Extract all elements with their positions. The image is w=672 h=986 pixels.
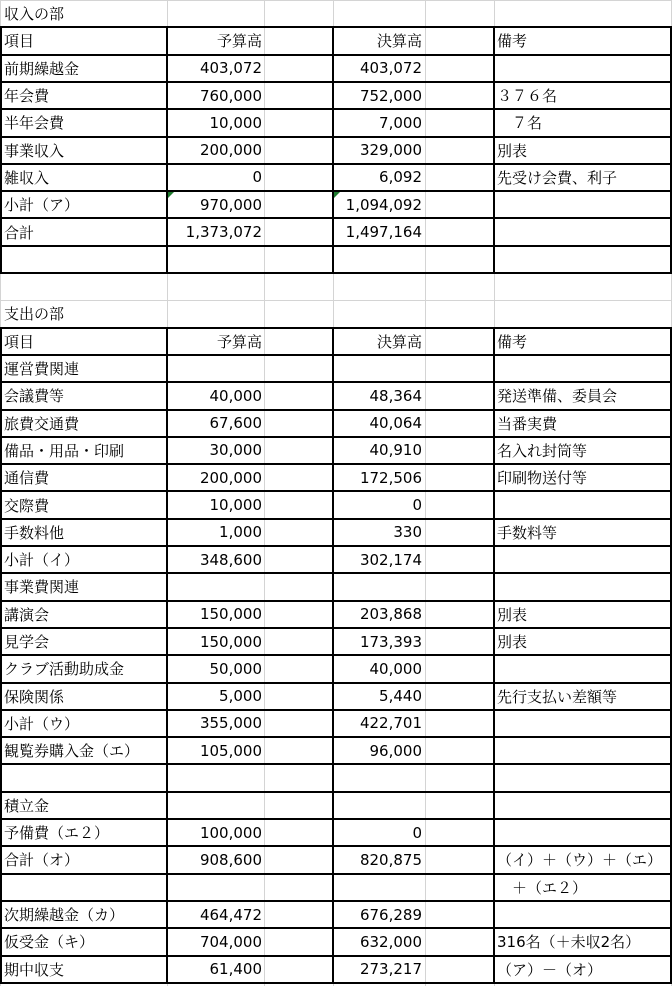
cell-budget[interactable]: 100,000 <box>199 823 262 842</box>
cell-budget[interactable]: 200,000 <box>199 468 262 487</box>
cell-note[interactable] <box>497 573 671 600</box>
cell-budget[interactable]: 10,000 <box>209 113 262 132</box>
border-horizontal <box>0 327 672 329</box>
cell-item[interactable]: 交際費 <box>4 496 50 515</box>
border-horizontal <box>0 736 672 738</box>
border-horizontal <box>0 245 672 247</box>
border-horizontal <box>0 982 672 984</box>
cell-budget[interactable]: 1,373,072 <box>185 223 262 242</box>
cell-settlement[interactable] <box>334 573 422 600</box>
cell-note[interactable] <box>497 819 671 846</box>
cell-budget[interactable]: 348,600 <box>199 550 262 569</box>
table-row <box>0 55 672 82</box>
table-row <box>0 410 672 437</box>
cell-budget[interactable]: 908,600 <box>199 850 262 869</box>
border-vertical <box>493 328 495 984</box>
table-row <box>0 819 672 846</box>
cell-item[interactable]: 小計（ウ） <box>4 714 80 733</box>
cell-settlement[interactable]: 676,289 <box>359 905 422 924</box>
cell-note[interactable]: 別表 <box>497 605 528 624</box>
cell-note[interactable] <box>497 491 671 518</box>
cell-item[interactable]: 手数料他 <box>4 523 65 542</box>
cell-settlement[interactable]: 40,000 <box>369 659 422 678</box>
cell-item[interactable]: 見学会 <box>4 633 50 652</box>
border-vertical <box>166 27 168 274</box>
table-row <box>0 573 672 600</box>
table-row <box>0 109 672 136</box>
cell-settlement[interactable]: 6,092 <box>379 168 422 187</box>
table-row <box>0 901 672 928</box>
cell-item[interactable]: 運営費関連 <box>4 360 80 379</box>
cell-settlement[interactable]: 1,094,092 <box>345 195 422 214</box>
cell-note[interactable]: 当番実費 <box>497 414 558 433</box>
border-horizontal <box>0 845 672 847</box>
cell-item[interactable]: 予備費（エ２） <box>4 824 110 843</box>
cell-settlement[interactable]: 7,000 <box>379 113 422 132</box>
cell-budget[interactable]: 61,400 <box>209 960 262 979</box>
header-row-income <box>0 27 672 54</box>
cell-item[interactable]: 合計 <box>4 223 35 242</box>
cell-item[interactable]: 旅費交通費 <box>4 414 80 433</box>
cell-budget[interactable]: 403,072 <box>199 59 262 78</box>
cell-budget[interactable] <box>168 764 262 791</box>
table-row <box>0 628 672 655</box>
cell-settlement[interactable]: 173,393 <box>359 632 422 651</box>
cell-item[interactable]: 観覧券購入金（エ） <box>4 742 140 761</box>
cell-item[interactable]: 積立金 <box>4 796 50 815</box>
cell-note[interactable]: （イ）＋（ウ）＋（エ） <box>497 851 663 870</box>
table-row <box>0 546 672 573</box>
border-vertical <box>0 27 2 274</box>
cell-note[interactable] <box>497 218 671 245</box>
cell-note[interactable]: （ア）－（オ） <box>497 960 603 979</box>
table-row <box>0 464 672 491</box>
cell-item[interactable]: 備品・用品・印刷 <box>4 441 125 460</box>
cell-note[interactable]: 別表 <box>497 633 528 652</box>
border-horizontal <box>0 600 672 602</box>
cell-budget[interactable]: 970,000 <box>199 195 262 214</box>
cell-budget[interactable] <box>168 355 262 382</box>
cell-note[interactable]: 別表 <box>497 141 528 160</box>
cell-budget[interactable] <box>168 573 262 600</box>
cell-settlement[interactable] <box>334 355 422 382</box>
cell-budget[interactable]: 予算高 <box>216 32 262 51</box>
cell-settlement[interactable]: 172,506 <box>359 468 422 487</box>
table-row <box>0 491 672 518</box>
cell-note[interactable]: 先行支払い差額等 <box>497 687 618 706</box>
cell-item[interactable] <box>4 874 164 901</box>
cell-item[interactable]: 収入の部 <box>4 5 65 24</box>
cell-item[interactable]: 項目 <box>4 32 35 51</box>
border-horizontal <box>0 136 672 138</box>
table-row <box>0 218 672 245</box>
cell-budget[interactable]: 1,000 <box>219 523 262 542</box>
border-horizontal <box>0 490 672 492</box>
table-row <box>0 355 672 382</box>
border-horizontal <box>0 518 672 520</box>
border-horizontal <box>0 409 672 411</box>
cell-item[interactable]: 通信費 <box>4 469 50 488</box>
cell-item[interactable]: 事業収入 <box>4 141 65 160</box>
cell-settlement[interactable]: 決算高 <box>376 332 422 351</box>
cell-item[interactable]: 次期繰越金（カ） <box>4 906 125 925</box>
cell-note[interactable] <box>497 710 671 737</box>
cell-settlement[interactable] <box>334 792 422 819</box>
cell-settlement[interactable]: 48,364 <box>369 386 422 405</box>
cell-settlement[interactable]: 40,910 <box>369 441 422 460</box>
cell-note[interactable]: ＋（エ２） <box>497 878 588 897</box>
cell-settlement[interactable]: 0 <box>412 496 422 515</box>
cell-note[interactable]: 備考 <box>497 32 528 51</box>
cell-settlement[interactable]: 330 <box>393 523 422 542</box>
border-horizontal <box>0 545 672 547</box>
cell-settlement[interactable]: 403,072 <box>359 59 422 78</box>
cell-item[interactable]: 期中収支 <box>4 960 65 979</box>
cell-budget[interactable]: 40,000 <box>209 386 262 405</box>
cell-item[interactable] <box>4 764 164 791</box>
border-horizontal <box>0 26 672 28</box>
cell-item[interactable]: 仮受金（キ） <box>4 933 95 952</box>
border-horizontal <box>0 927 672 929</box>
cell-budget[interactable]: 150,000 <box>199 605 262 624</box>
cell-budget[interactable]: 67,600 <box>209 414 262 433</box>
border-horizontal <box>0 627 672 629</box>
cell-item[interactable]: 項目 <box>4 332 35 351</box>
cell-item[interactable]: 合計（オ） <box>4 851 80 870</box>
cell-error-indicator-icon <box>334 192 340 198</box>
border-horizontal <box>0 108 672 110</box>
cell-note[interactable]: ７名 <box>497 114 543 133</box>
cell-budget[interactable]: 50,000 <box>209 659 262 678</box>
cell-note[interactable] <box>497 55 671 82</box>
table-row <box>0 82 672 109</box>
cell-budget[interactable]: 5,000 <box>219 687 262 706</box>
cell-budget[interactable]: 予算高 <box>216 332 262 351</box>
border-vertical <box>0 328 2 984</box>
cell-settlement[interactable]: 422,701 <box>359 714 422 733</box>
cell-note[interactable]: 備考 <box>497 332 528 351</box>
border-horizontal <box>0 354 672 356</box>
cell-budget[interactable] <box>168 792 262 819</box>
cell-note[interactable] <box>497 737 671 764</box>
cell-note[interactable] <box>497 546 671 573</box>
cell-settlement[interactable] <box>334 764 422 791</box>
border-horizontal <box>0 163 672 165</box>
cell-note[interactable] <box>497 655 671 682</box>
border-horizontal <box>0 791 672 793</box>
cell-budget[interactable]: 0 <box>252 168 262 187</box>
border-horizontal <box>0 217 672 219</box>
cell-note[interactable]: 先受け会費、利子 <box>497 168 618 187</box>
cell-item[interactable]: クラブ活動助成金 <box>4 660 125 679</box>
cell-settlement[interactable]: 632,000 <box>359 932 422 951</box>
cell-settlement[interactable]: 203,868 <box>359 605 422 624</box>
table-row <box>0 382 672 409</box>
cell-note[interactable]: 手数料等 <box>497 523 558 542</box>
cell-item[interactable]: 事業費関連 <box>4 578 80 597</box>
table-row <box>0 874 672 901</box>
table-row <box>0 764 672 791</box>
cell-budget[interactable]: 464,472 <box>199 905 262 924</box>
cell-budget[interactable]: 200,000 <box>199 141 262 160</box>
table-row <box>0 137 672 164</box>
cell-settlement[interactable]: 96,000 <box>369 741 422 760</box>
cell-note[interactable]: 316名（＋未収2名） <box>497 933 641 952</box>
table-row <box>0 655 672 682</box>
table-row <box>0 846 672 873</box>
border-horizontal <box>0 572 672 574</box>
table-row <box>0 928 672 955</box>
cell-note[interactable] <box>497 191 671 218</box>
border-vertical <box>493 27 495 274</box>
cell-settlement[interactable] <box>334 874 422 901</box>
cell-budget[interactable] <box>168 874 262 901</box>
header-row-expense <box>0 328 672 355</box>
cell-note[interactable] <box>497 355 671 382</box>
border-vertical <box>166 328 168 984</box>
table-row <box>0 710 672 737</box>
border-horizontal <box>0 763 672 765</box>
cell-settlement[interactable]: 5,440 <box>379 687 422 706</box>
border-horizontal <box>0 463 672 465</box>
cell-settlement[interactable]: 273,217 <box>359 960 422 979</box>
border-horizontal <box>0 900 672 902</box>
table-row <box>0 601 672 628</box>
cell-settlement[interactable]: 302,174 <box>359 550 422 569</box>
table-row <box>0 519 672 546</box>
cell-item[interactable]: 保険関係 <box>4 687 65 706</box>
cell-note[interactable] <box>497 764 671 791</box>
border-horizontal <box>0 381 672 383</box>
cell-settlement[interactable]: 752,000 <box>359 86 422 105</box>
table-row <box>0 437 672 464</box>
border-horizontal <box>0 818 672 820</box>
cell-budget[interactable]: 30,000 <box>209 441 262 460</box>
cell-note[interactable]: 印刷物送付等 <box>497 469 588 488</box>
cell-item[interactable]: 会議費等 <box>4 387 65 406</box>
border-horizontal <box>0 873 672 875</box>
cell-item[interactable]: 雑収入 <box>4 168 50 187</box>
cell-settlement[interactable]: 1,497,164 <box>345 223 422 242</box>
cell-note[interactable]: 発送準備、委員会 <box>497 387 618 406</box>
cell-settlement[interactable]: 0 <box>412 823 422 842</box>
cell-budget[interactable]: 105,000 <box>199 741 262 760</box>
cell-error-indicator-icon <box>168 192 174 198</box>
cell-item[interactable]: 前期繰越金 <box>4 59 80 78</box>
border-horizontal <box>0 955 672 957</box>
cell-budget[interactable]: 355,000 <box>199 714 262 733</box>
cell-budget[interactable]: 760,000 <box>199 86 262 105</box>
border-horizontal <box>0 436 672 438</box>
border-vertical <box>332 328 334 984</box>
cell-note[interactable] <box>497 792 671 819</box>
table-row <box>0 164 672 191</box>
cell-budget[interactable]: 704,000 <box>199 932 262 951</box>
border-horizontal <box>0 654 672 656</box>
cell-item[interactable]: 年会費 <box>4 87 50 106</box>
cell-budget[interactable]: 10,000 <box>209 496 262 515</box>
cell-settlement[interactable]: 決算高 <box>376 32 422 51</box>
table-row <box>0 792 672 819</box>
border-horizontal <box>0 272 672 274</box>
cell-item[interactable]: 講演会 <box>4 605 50 624</box>
cell-settlement[interactable]: 820,875 <box>359 850 422 869</box>
border-vertical <box>332 27 334 274</box>
table-row <box>0 956 672 983</box>
border-horizontal <box>0 709 672 711</box>
cell-note[interactable]: ３７６名 <box>497 87 558 106</box>
section-title-expense <box>0 300 672 327</box>
cell-item[interactable]: 小計（イ） <box>4 551 80 570</box>
border-horizontal <box>0 81 672 83</box>
cell-item[interactable]: 小計（ア） <box>4 196 80 215</box>
cell-settlement[interactable]: 329,000 <box>359 141 422 160</box>
section-title-income <box>0 0 672 27</box>
table-row <box>0 737 672 764</box>
border-horizontal <box>0 54 672 56</box>
border-horizontal <box>0 682 672 684</box>
cell-note[interactable] <box>497 901 671 928</box>
cell-item[interactable]: 支出の部 <box>4 305 65 324</box>
cell-settlement[interactable]: 40,064 <box>369 414 422 433</box>
cell-item[interactable]: 半年会費 <box>4 114 65 133</box>
cell-budget[interactable]: 150,000 <box>199 632 262 651</box>
cell-note[interactable]: 名入れ封筒等 <box>497 441 588 460</box>
table-row <box>0 683 672 710</box>
